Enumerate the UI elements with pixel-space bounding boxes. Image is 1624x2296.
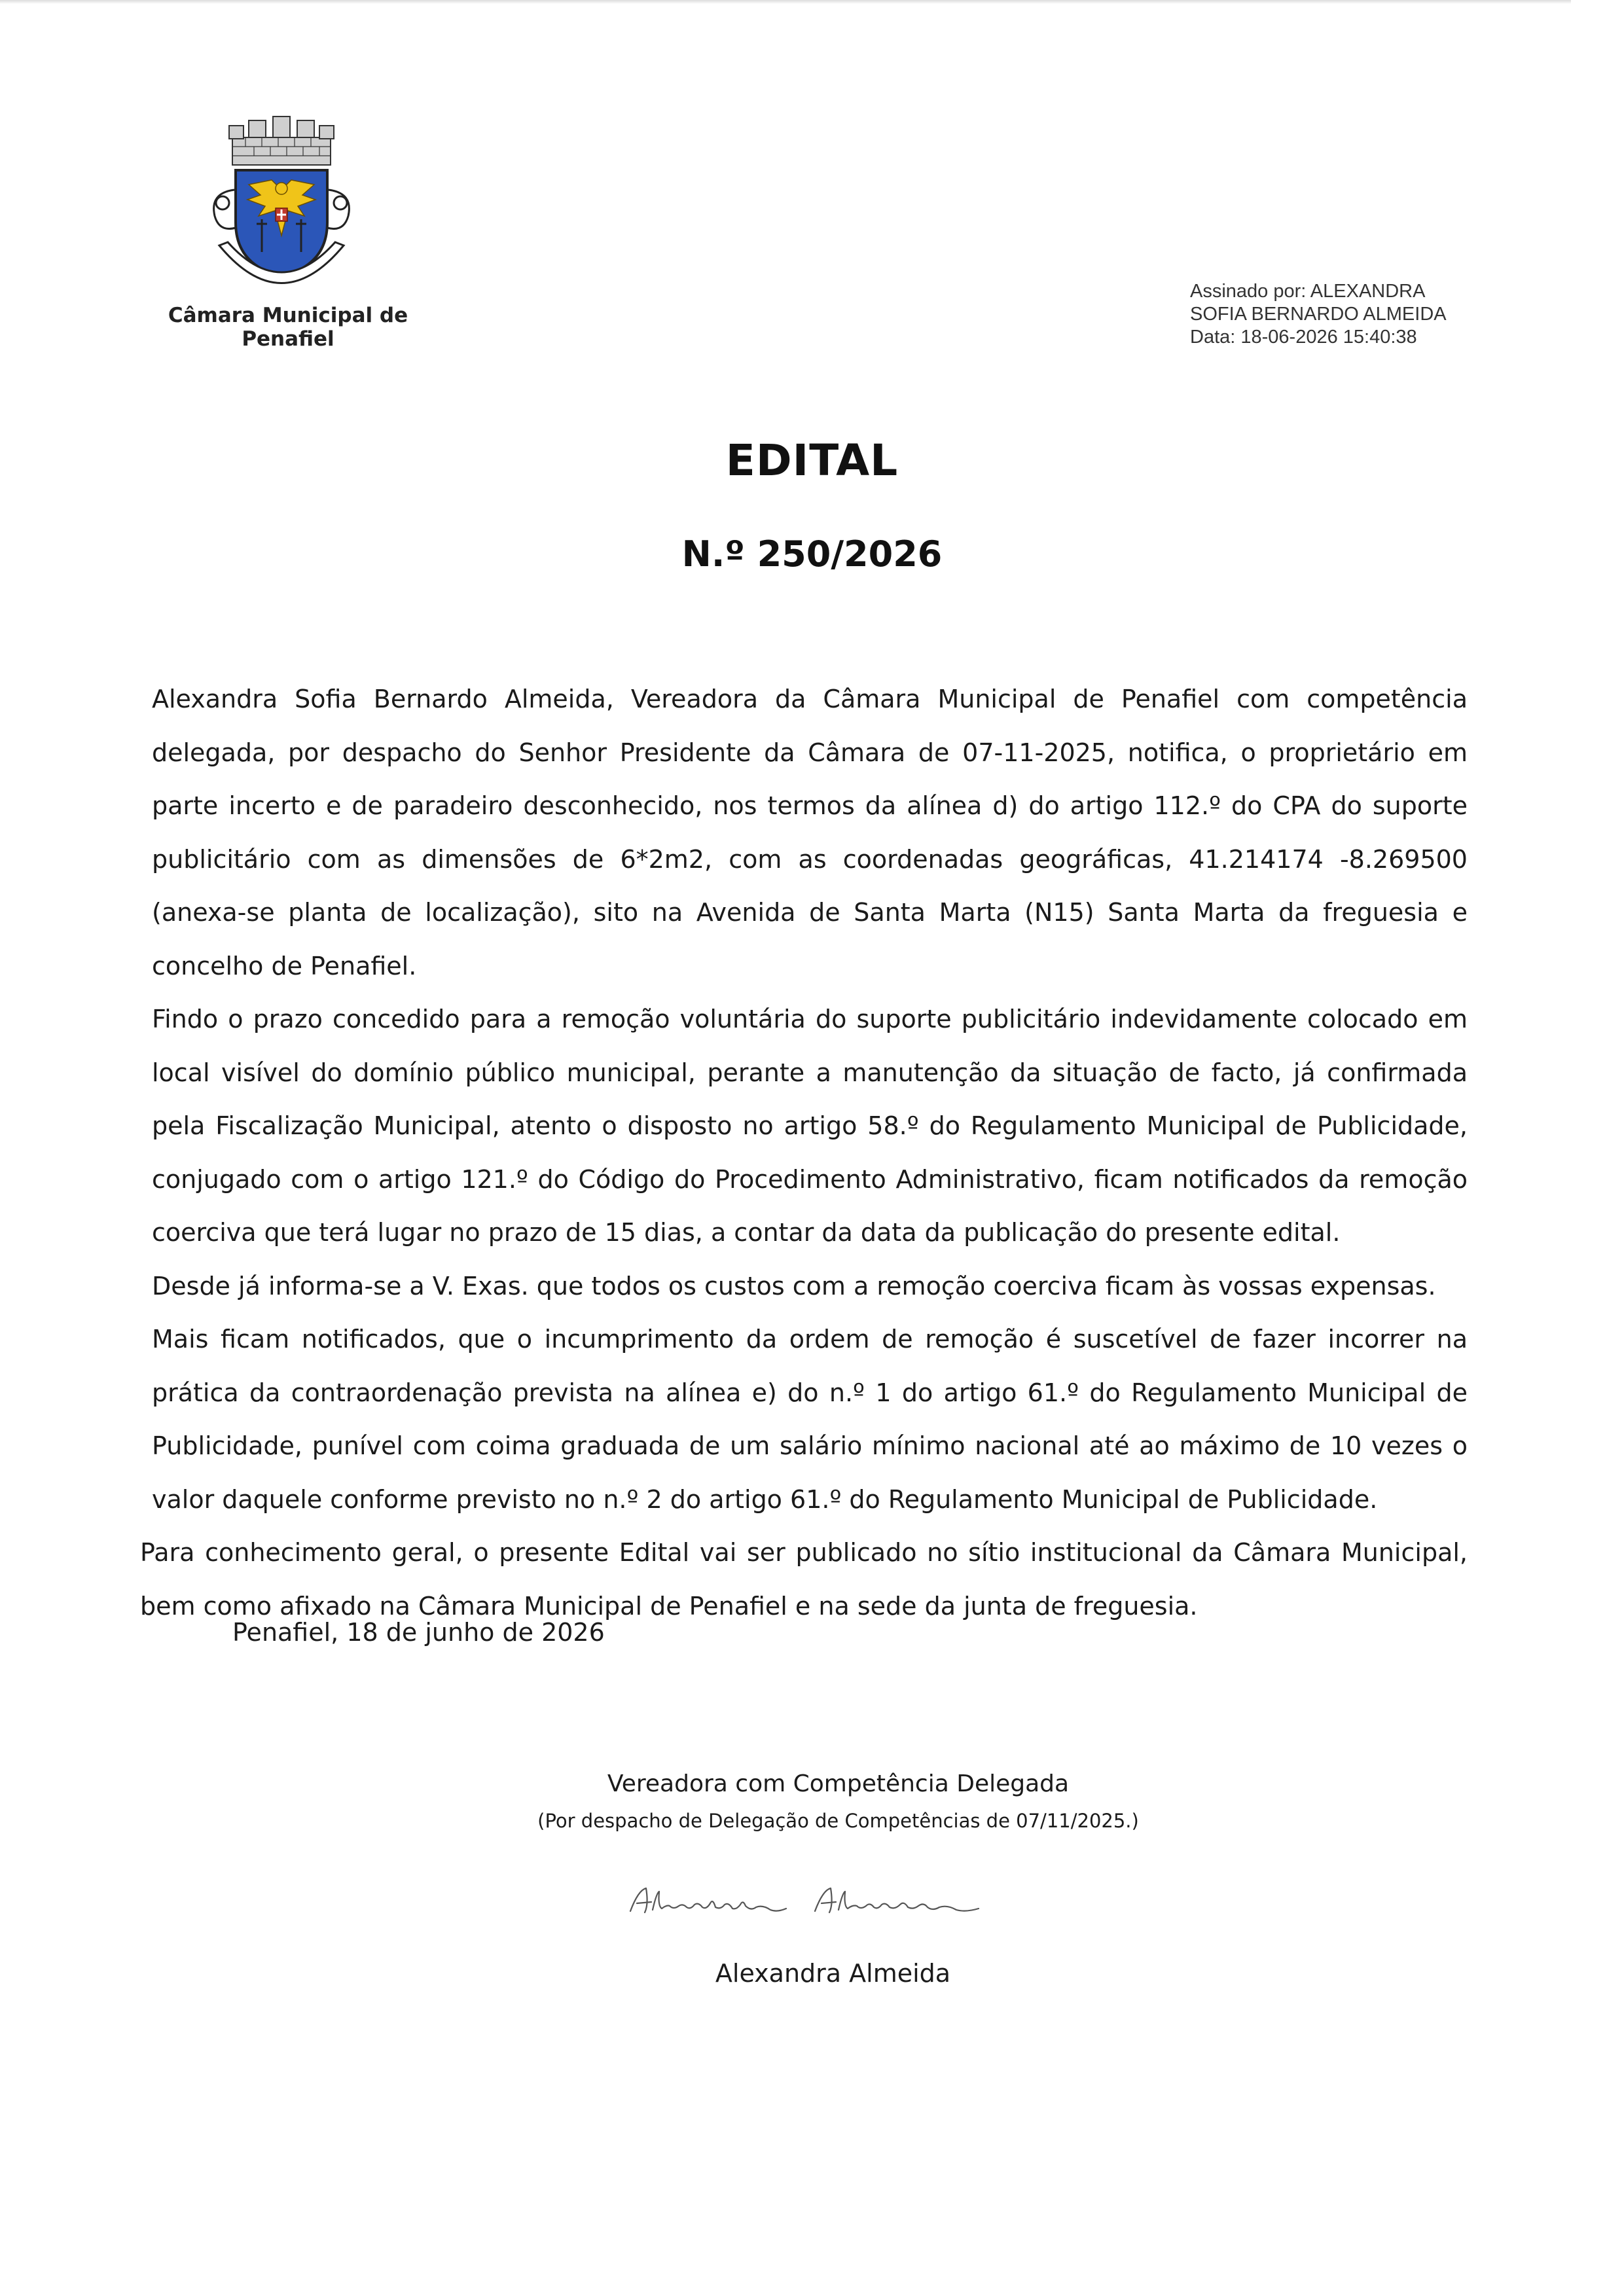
signature-stamp-line: Assinado por: ALEXANDRA (1190, 281, 1426, 302)
paragraph-notification: Alexandra Sofia Bernardo Almeida, Vereadora da Câmara Municipal de Penafiel com competência delegada, por despacho do Senhor Presidente da Câmara de 07-11-2025, notifica, o proprietário em parte incerto e de paradeiro desconhecido, nos termos da alínea d) do artigo 112.º do CPA do suporte publicitário com as dimensões de 6*2m2, com as coordenadas geográficas, 41.214174 -8.269500 (anexa-se planta de localização), sito na Avenida de Santa Marta (N15) Santa Marta da freguesia e concelho de Penafiel. (152, 685, 1468, 980)
handwritten-signature (625, 1878, 992, 1924)
municipal-crest-icon (183, 111, 380, 314)
scan-edge (0, 0, 1571, 4)
signature-stamp-date: Data: 18-06-2026 15:40:38 (1190, 327, 1417, 348)
delegation-note: (Por despacho de Delegação de Competências de 07/11/2025.) (537, 1810, 1139, 1832)
paragraph-removal: Findo o prazo concedido para a remoção voluntária do suporte publicitário indevidamente colocado em local visível do domínio público municipal, perante a manutenção da situação de facto, já confirmada pela Fiscalização Municipal, atento o disposto no artigo 58.º do Regulamento Municipal de Publicidade, conjugado com o artigo 121.º do Código do Procedimento Administrativo, ficam notificados da remoção coerciva que terá lugar no prazo de 15 dias, a contar da data da publicação do presente edital. (152, 1005, 1468, 1247)
document-title: EDITAL (725, 435, 899, 486)
place-and-date: Penafiel, 18 de junho de 2026 (232, 1618, 605, 1647)
paragraph-publication: Para conhecimento geral, o presente Edital vai ser publicado no sítio institucional da Câmara Municipal, bem como afixado na Câmara Municipal de Penafiel e na sede da junta de freguesia. (140, 1538, 1468, 1621)
paragraph-penalty: Mais ficam notificados, que o incumprimento da ordem de remoção é suscetível de fazer incorrer na prática da contraordenação prevista na alínea e) do n.º 1 do artigo 61.º do Regulamento Municipal de Publicidade, punível com coima graduada de um salário mínimo nacional até ao máximo de 10 vezes o valor daquele conforme previsto no n.º 2 do artigo 61.º do Regulamento Municipal de Publicidade. (152, 1325, 1468, 1514)
digital-signature-stamp (1190, 280, 1491, 349)
coat-of-arms-icon (183, 111, 380, 314)
body-text (140, 673, 1468, 1633)
municipality-name: Câmara Municipal de Penafiel (168, 304, 408, 351)
paragraph-costs: Desde já informa-se a V. Exas. que todos os custos com a remoção coerciva ficam às vossas expensas. (152, 1271, 1436, 1300)
signature-stamp-line: SOFIA BERNARDO ALMEIDA (1190, 304, 1447, 325)
edital-number: N.º 250/2026 (681, 533, 943, 575)
signer-name: Alexandra Almeida (715, 1959, 951, 1988)
signer-role: Vereadora com Competência Delegada (607, 1770, 1070, 1797)
